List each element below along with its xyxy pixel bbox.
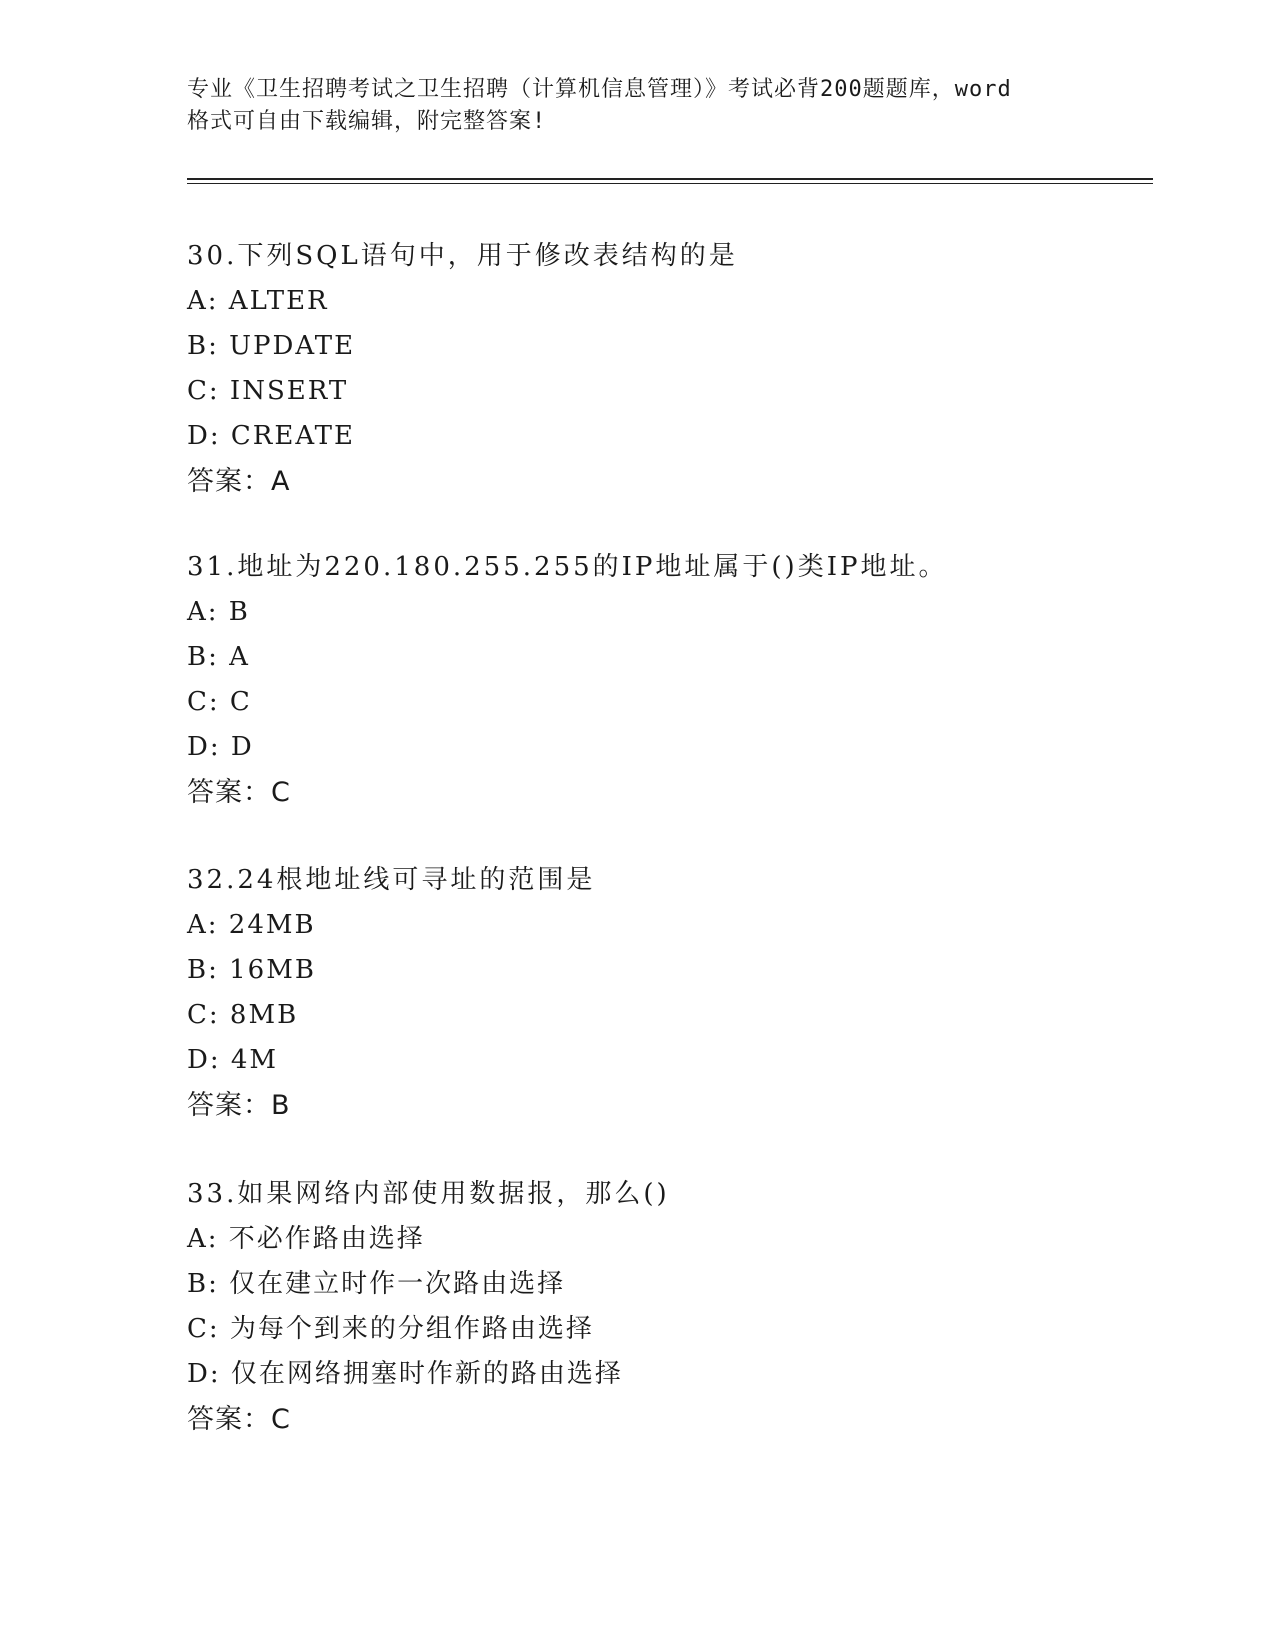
answer-line: 答案：A bbox=[187, 466, 291, 497]
header-divider-bottom bbox=[187, 183, 1153, 184]
option-c: C: 为每个到来的分组作路由选择 bbox=[187, 1314, 594, 1344]
header-line-1: 专业《卫生招聘考试之卫生招聘（计算机信息管理）》考试必背200题题库，word bbox=[187, 77, 1012, 102]
option-a: A: ALTER bbox=[187, 286, 329, 316]
question-31 bbox=[187, 545, 1147, 815]
document-header bbox=[187, 74, 1107, 138]
option-b: B: 16MB bbox=[187, 955, 316, 985]
option-b: B: UPDATE bbox=[187, 331, 356, 361]
option-d: D: CREATE bbox=[187, 421, 355, 451]
option-d: D: 仅在网络拥塞时作新的路由选择 bbox=[187, 1359, 623, 1389]
question-30 bbox=[187, 234, 1147, 504]
option-a: A: 不必作路由选择 bbox=[187, 1224, 425, 1254]
question-33 bbox=[187, 1172, 1147, 1442]
answer-line: 答案：C bbox=[187, 1404, 291, 1435]
answer-line: 答案：C bbox=[187, 777, 291, 808]
option-b: B: 仅在建立时作一次路由选择 bbox=[187, 1269, 566, 1299]
option-d: D: 4M bbox=[187, 1045, 279, 1075]
option-c: C: 8MB bbox=[187, 1000, 299, 1030]
question-stem: 32.24根地址线可寻址的范围是 bbox=[187, 865, 596, 895]
question-stem: 33.如果网络内部使用数据报，那么() bbox=[187, 1179, 670, 1209]
option-a: A: B bbox=[187, 597, 250, 627]
question-32 bbox=[187, 858, 1147, 1128]
header-divider-top bbox=[187, 178, 1153, 180]
option-c: C: INSERT bbox=[187, 376, 349, 406]
question-stem: 30.下列SQL语句中，用于修改表结构的是 bbox=[187, 241, 738, 271]
answer-line: 答案：B bbox=[187, 1090, 291, 1121]
option-c: C: C bbox=[187, 687, 252, 717]
option-b: B: A bbox=[187, 642, 250, 672]
question-stem: 31.地址为220.180.255.255的IP地址属于()类IP地址。 bbox=[187, 552, 948, 582]
option-d: D: D bbox=[187, 732, 254, 762]
option-a: A: 24MB bbox=[187, 910, 316, 940]
header-line-2: 格式可自由下载编辑，附完整答案! bbox=[187, 109, 547, 134]
